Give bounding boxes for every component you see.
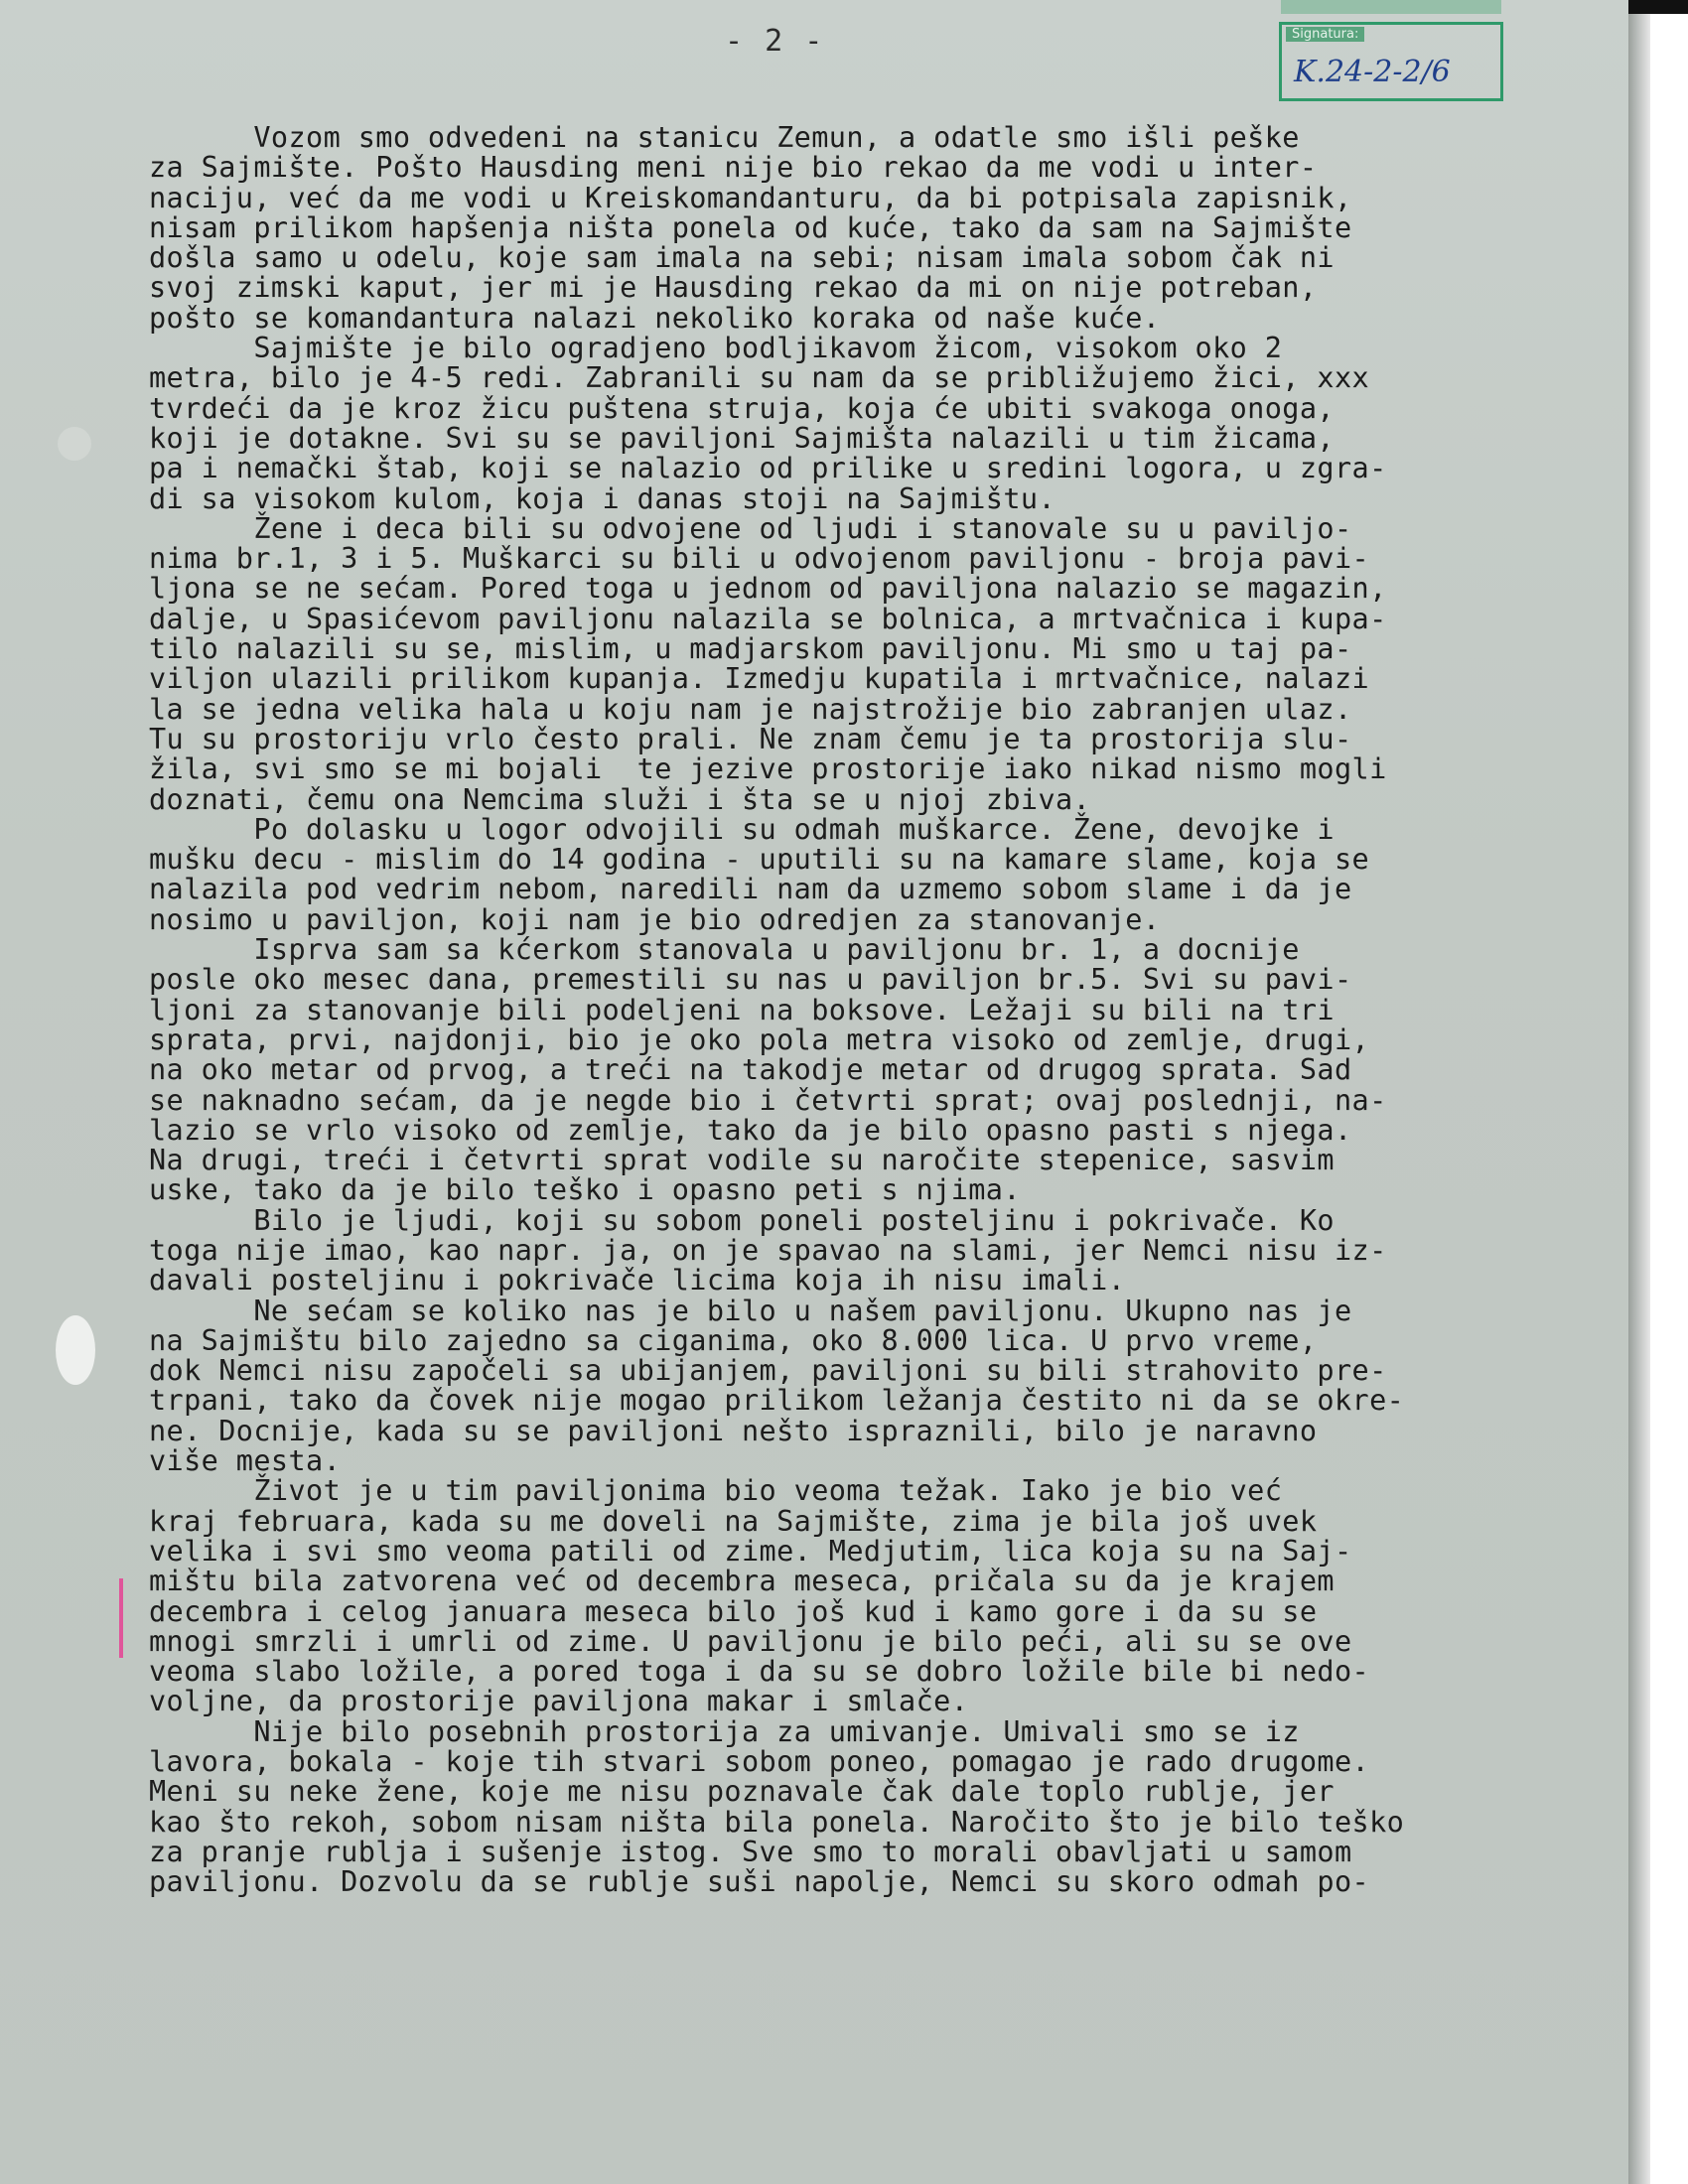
text-line: kao što rekoh, sobom nisam ništa bila ponela. Naročito što je bilo teško xyxy=(149,1805,1405,1839)
text-line: Ne sećam se koliko nas je bilo u našem paviljonu. Ukupno nas je xyxy=(149,1294,1352,1327)
text-line: tilo nalazili su se, mislim, u madjarskom paviljonu. Mi smo u taj pa- xyxy=(149,632,1352,666)
text-line: lazio se vrlo visoko od zemlje, tako da je bilo opasno pasti s njega. xyxy=(149,1113,1352,1147)
text-line: naciju, već da me vodi u Kreiskomandanturu, da bi potpisala zapisnik, xyxy=(149,181,1352,214)
punch-hole-mark xyxy=(58,427,91,461)
text-line: Tu su prostoriju vrlo često prali. Ne znam čemu je ta prostorija slu- xyxy=(149,722,1352,755)
text-line: više mesta. xyxy=(149,1444,342,1478)
archive-stamp xyxy=(1279,22,1503,101)
text-line: uske, tako da je bilo teško i opasno peti s njima. xyxy=(149,1173,1021,1207)
text-line: nosimo u paviljon, koji nam je bio odredjen za stanovanje. xyxy=(149,902,1161,936)
text-line: ljoni za stanovanje bili podeljeni na boksove. Ležaji su bili na tri xyxy=(149,993,1335,1026)
text-line: doznati, čemu ona Nemcima služi i šta se u njoj zbiva. xyxy=(149,782,1091,816)
page-edge-shadow xyxy=(1628,0,1650,2184)
stamp-signature-code: K.24-2-2/6 xyxy=(1294,55,1451,89)
punch-hole xyxy=(56,1315,95,1385)
text-line: nisam prilikom hapšenja ništa ponela od kuće, tako da sam na Sajmište xyxy=(149,210,1352,244)
text-line: pošto se komandantura nalazi nekoliko koraka od naše kuće. xyxy=(149,301,1161,335)
text-line: davali posteljinu i pokrivače licima koja ih nisu imali. xyxy=(149,1264,1126,1297)
text-line: Vozom smo odvedeni na stanicu Zemun, a odatle smo išli peške xyxy=(149,121,1300,154)
text-line: paviljonu. Dozvolu da se rublje suši napolje, Nemci su skoro odmah po- xyxy=(149,1865,1370,1899)
text-line: na Sajmištu bilo zajedno sa ciganima, oko 8.000 lica. U prvo vreme, xyxy=(149,1323,1318,1357)
text-line: Meni su neke žene, koje me nisu poznavale čak dale toplo rublje, jer xyxy=(149,1775,1335,1809)
text-line: tvrdeći da je kroz žicu puštena struja, koja će ubiti svakoga onoga, xyxy=(149,391,1335,425)
text-line: za Sajmište. Pošto Hausding meni nije bio rekao da me vodi u inter- xyxy=(149,151,1318,185)
text-line: na oko metar od prvog, a treći na takodje metar od drugog sprata. Sad xyxy=(149,1053,1352,1087)
text-line: velika i svi smo veoma patili od zime. Medjutim, lica koja su na Saj- xyxy=(149,1534,1352,1568)
text-line: došla samo u odelu, koje sam imala na sebi; nisam imala sobom čak ni xyxy=(149,241,1335,275)
page-number: - 2 - xyxy=(725,24,825,59)
text-line: ljona se ne sećam. Pored toga u jednom od paviljona nalazio se magazin, xyxy=(149,572,1387,606)
text-line: dalje, u Spasićevom paviljonu nalazila se bolnica, a mrtvačnica i kupa- xyxy=(149,602,1387,635)
text-line: viljon ulazili prilikom kupanja. Izmedju kupatila i mrtvačnice, nalazi xyxy=(149,662,1370,696)
text-line: voljne, da prostorije paviljona makar i smlače. xyxy=(149,1685,969,1718)
text-line: se naknadno sećam, da je negde bio i četvrti sprat; ovaj poslednji, na- xyxy=(149,1083,1387,1117)
margin-highlight-mark xyxy=(119,1578,123,1658)
text-line: posle oko mesec dana, premestili su nas u paviljon br.5. Svi su pavi- xyxy=(149,963,1352,997)
text-line: lavora, bokala - koje tih stvari sobom poneo, pomagao je rado drugome. xyxy=(149,1745,1370,1779)
text-line: la se jedna velika hala u koju nam je najstrožije bio zabranjen ulaz. xyxy=(149,692,1352,726)
stamp-header-fragment xyxy=(1281,0,1501,14)
text-line: Nije bilo posebnih prostorija za umivanje. Umivali smo se iz xyxy=(149,1714,1300,1748)
text-line: mušku decu - mislim do 14 godina - uputili su na kamare slame, koja se xyxy=(149,843,1370,877)
text-line: Bilo je ljudi, koji su sobom poneli posteljinu i pokrivače. Ko xyxy=(149,1203,1335,1237)
text-line: Život je u tim paviljonima bio veoma težak. Iako je bio već xyxy=(149,1474,1283,1508)
text-line: di sa visokom kulom, koja i danas stoji na Sajmištu. xyxy=(149,481,1056,515)
text-line: svoj zimski kaput, jer mi je Hausding rekao da mi on nije potreban, xyxy=(149,271,1318,305)
stamp-label: Signatura: xyxy=(1286,27,1364,42)
text-line: žila, svi smo se mi bojali te jezive prostorije iako nikad nismo mogli xyxy=(149,752,1387,786)
text-line: dok Nemci nisu započeli sa ubijanjem, paviljoni su bili strahovito pre- xyxy=(149,1354,1387,1388)
text-line: ne. Docnije, kada su se paviljoni nešto ispraznili, bilo je naravno xyxy=(149,1414,1318,1447)
text-line: Sajmište je bilo ogradjeno bodljikavom žicom, visokom oko 2 xyxy=(149,332,1283,365)
text-line: nima br.1, 3 i 5. Muškarci su bili u odvojenom paviljonu - broja pavi- xyxy=(149,542,1370,576)
text-line: sprata, prvi, najdonji, bio je oko pola metra visoko od zemlje, drugi, xyxy=(149,1023,1370,1056)
scan-border xyxy=(1628,0,1688,14)
text-line: veoma slabo ložile, a pored toga i da su se dobro ložile bile bi nedo- xyxy=(149,1655,1370,1689)
text-line: metra, bilo je 4-5 redi. Zabranili su nam da se približujemo žici, xxx xyxy=(149,361,1370,395)
text-line: Žene i deca bili su odvojene od ljudi i stanovale su u paviljo- xyxy=(149,511,1352,545)
text-line: Na drugi, treći i četvrti sprat vodile su naročite stepenice, sasvim xyxy=(149,1144,1335,1177)
typewritten-body-text xyxy=(149,123,1609,1898)
text-line: decembra i celog januara meseca bilo još kud i kamo gore i da su se xyxy=(149,1594,1318,1628)
text-line: nalazila pod vedrim nebom, naredili nam da uzmemo sobom slame i da je xyxy=(149,873,1352,906)
text-line: mnogi smrzli i umrli od zime. U paviljonu je bilo peći, ali su se ove xyxy=(149,1624,1352,1658)
text-line: za pranje rublja i sušenje istog. Sve smo to morali obavljati u samom xyxy=(149,1835,1352,1868)
text-line: mištu bila zatvorena već od decembra meseca, pričala su da je krajem xyxy=(149,1565,1335,1598)
text-line: toga nije imao, kao napr. ja, on je spavao na slami, jer Nemci nisu iz- xyxy=(149,1233,1387,1267)
text-line: kraj februara, kada su me doveli na Sajmište, zima je bila još uvek xyxy=(149,1504,1318,1538)
text-line: trpani, tako da čovek nije mogao prilikom ležanja čestito ni da se okre- xyxy=(149,1384,1405,1418)
text-line: Isprva sam sa kćerkom stanovala u paviljonu br. 1, a docnije xyxy=(149,933,1300,967)
text-line: Po dolasku u logor odvojili su odmah muškarce. Žene, devojke i xyxy=(149,812,1335,846)
text-line: pa i nemački štab, koji se nalazio od prilike u sredini logora, u zgra- xyxy=(149,452,1387,485)
text-line: koji je dotakne. Svi su se paviljoni Sajmišta nalazili u tim žicama, xyxy=(149,421,1335,455)
